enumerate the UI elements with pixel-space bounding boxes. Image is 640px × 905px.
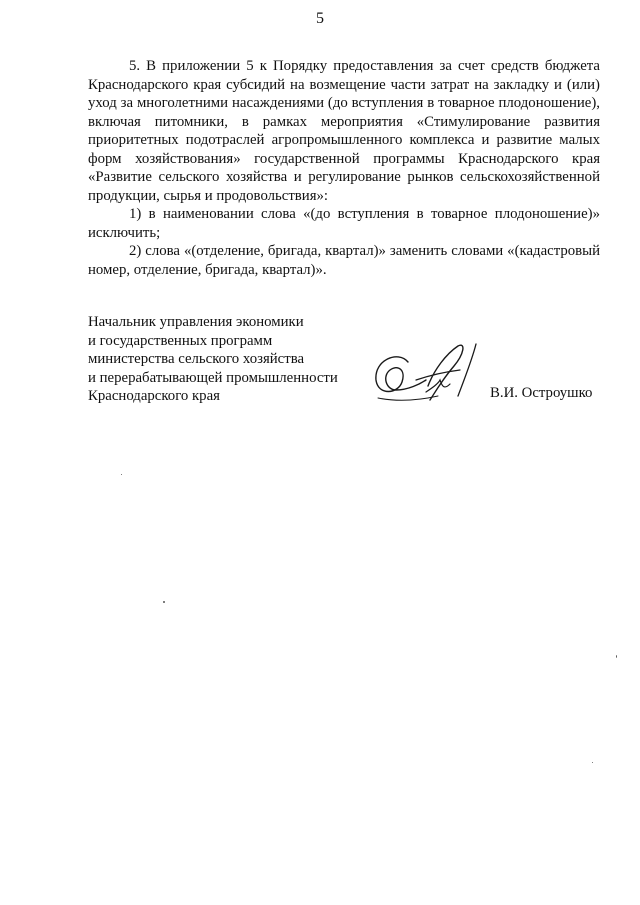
scan-speck	[121, 474, 122, 475]
position-line: Начальник управления экономики	[88, 314, 304, 330]
position-line: Краснодарского края	[88, 388, 220, 404]
scan-speck	[163, 601, 165, 603]
scan-speck	[592, 762, 593, 763]
paragraph-subitem-1: 1) в наименовании слова «(до вступления в товарное плодоношение)» исключить;	[88, 206, 600, 241]
position-line: и государственных программ	[88, 332, 273, 349]
document-body	[88, 57, 600, 279]
scan-speck	[616, 655, 617, 658]
paragraph-subitem-2: 2) слова «(отделение, бригада, квартал)» заменить словами «(кадастровый номер, отделение, бригада, квартал)».	[88, 243, 600, 278]
paragraph-item-5: 5. В приложении 5 к Порядку предоставления за счет средств бюджета Краснодарского края субсидий на возмещение части затрат на закладку и (или) уход за многолетними насаждениями (до вступления в товарное плодоношение), включая питомники, в рамках мероприятия «Стимулирование развития приоритетных подотраслей агропромышленного комплекса и развитие малых форм хозяйствования» государственной программы Краснодарского края «Развитие сельского хозяйства и регулирование рынков сельскохозяйственной продукции, сырья и продовольствия»:	[88, 58, 600, 204]
page-number: 5	[316, 10, 324, 27]
handwritten-signature	[368, 340, 498, 408]
position-line: министерства сельского хозяйства	[88, 351, 305, 367]
signatory-position	[88, 313, 338, 406]
signer-name: В.И. Остроушко	[490, 385, 593, 401]
position-line: и перерабатывающей промышленности	[88, 369, 338, 386]
